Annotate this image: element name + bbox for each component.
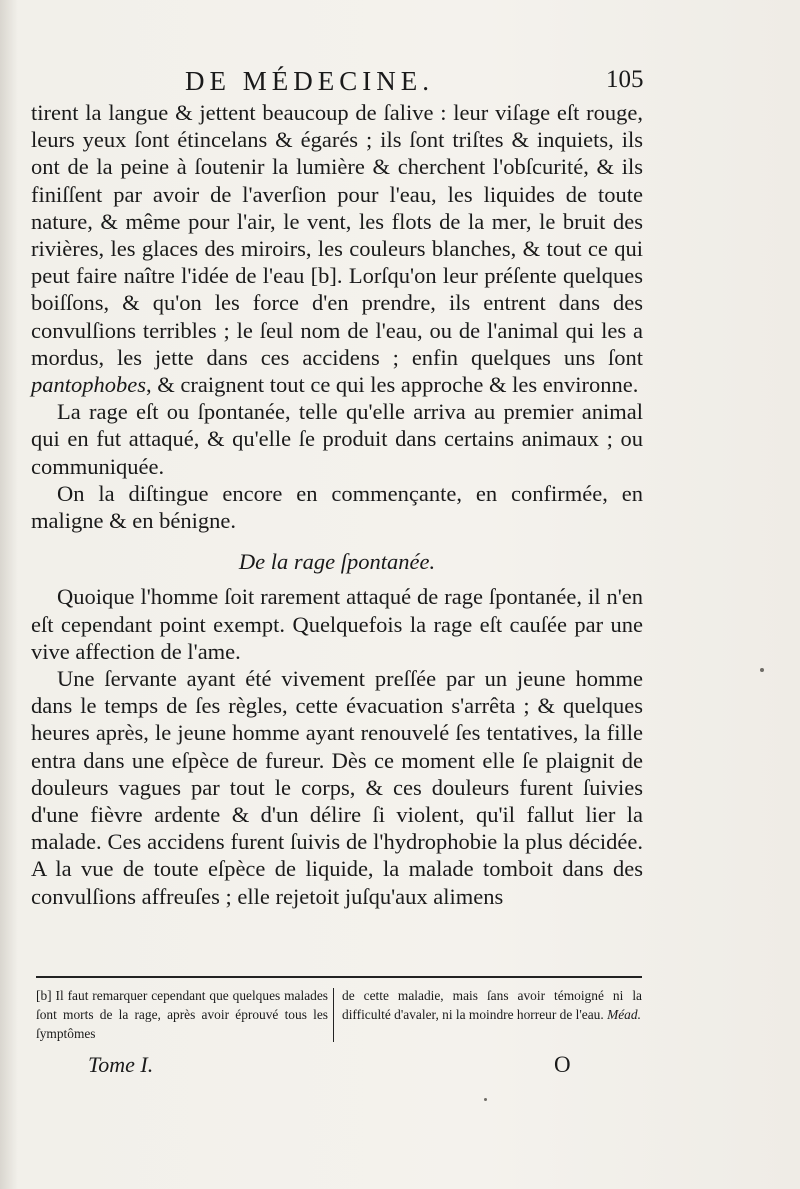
footnote-column-divider [333, 988, 334, 1042]
signature-mark: O [554, 1052, 571, 1077]
footnote-right-text: de cette maladie, mais ſans avoir témoigné ni la difficulté d'avaler, ni la moindre horreur de l'eau. [342, 988, 642, 1022]
paragraph-1-italic-term: pantophobes [31, 372, 146, 398]
paragraph-2: La rage eſt ou ſpontanée, telle qu'elle arriva au premier animal qui en fut attaqué, & qu'elle ſe produit dans certains animaux ; ou communiquée. [31, 399, 643, 479]
footnote-left-column: [b] Il faut remarquer cependant que quelques malades ſont morts de la rage, après avoir éprouvé tous les ſymptômes [36, 988, 328, 1041]
page-header [0, 66, 800, 100]
page-footer [0, 1052, 800, 1082]
footnotes [36, 986, 642, 1046]
section-subheading: De la rage ſpontanée. [238, 549, 436, 575]
page-number: 105 [606, 66, 644, 93]
paper-speck [760, 668, 764, 672]
paragraph-1 [31, 99, 643, 398]
main-text [31, 99, 643, 910]
paragraph-1-end: , & craignent tout ce qui les approche & les environne. [146, 372, 639, 398]
footnote-citation: Méad. [607, 1007, 641, 1022]
paragraph-3: On la diſtingue encore en commençante, en confirmée, en maligne & en bénigne. [31, 480, 643, 534]
footnote-right-column [342, 986, 642, 1024]
paragraph-5: Une ſervante ayant été vivement preſſée par un jeune homme dans le temps de ſes règles, cette évacuation s'arrêta ; & quelques heures après, le jeune homme ayant renouvelé ſes tentatives, la fille entra dans une eſpèce de fureur. Dès ce moment elle ſe plaignit de douleurs vagues par tout le corps, & ces douleurs furent ſuivies d'une fièvre ardente & d'un délire ſi violent, qu'il fallut lier la malade. Ces accidens furent ſuivis de l'hydrophobie la plus décidée. A la vue de toute eſpèce de liquide, la malade tomboit dans des convulſions affreuſes ; elle rejetoit juſqu'aux alimens [31, 666, 643, 909]
footnote-rule [36, 976, 642, 978]
paragraph-1-text: tirent la langue & jettent beaucoup de ſalive : leur viſage eſt rouge, leurs yeux ſont étincelans & égarés ; ils ſont triſtes & inquiets, ils ont de la peine à ſoutenir la lumière & cherchent l'obſcurité, & ils finiſſent par avoir de l'averſion pour l'eau, les liquides de toute nature, & même pour l'air, le vent, les flots de la mer, le bruit des rivières, les glaces des miroirs, les couleurs blanches, & tout ce qui peut faire naître l'idée de l'eau [b]. Lorſqu'on leur préſente quelques boiſſons, & qu'on les force d'en prendre, ils entrent dans des convulſions terribles ; le ſeul nom de l'eau, ou de l'animal qui les a mordus, les jette dans ces accidens ; enfin quelques uns ſont [31, 100, 643, 370]
tome-label: Tome I. [88, 1052, 154, 1077]
paragraph-4: Quoique l'homme ſoit rarement attaqué de rage ſpontanée, il n'en eſt cependant point exempt. Quelquefois la rage eſt cauſée par une vive affection de l'ame. [31, 584, 643, 664]
paper-speck [484, 1098, 487, 1101]
running-title: DE MÉDECINE. [185, 66, 434, 96]
